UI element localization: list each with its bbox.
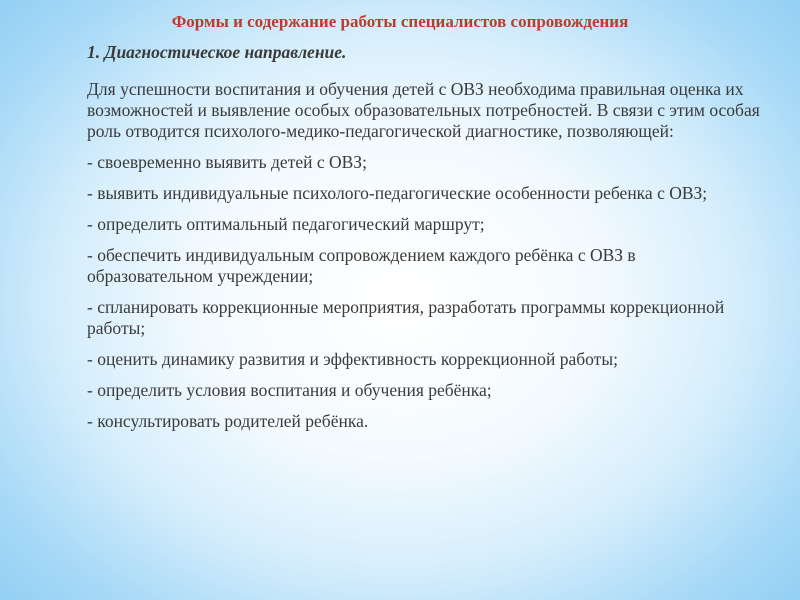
- list-item: - определить оптимальный педагогический маршрут;: [87, 214, 485, 234]
- slide-title: Формы и содержание работы специалистов сопровождения: [171, 12, 629, 31]
- list-item: - консультировать родителей ребёнка.: [87, 411, 369, 431]
- intro-paragraph: Для успешности воспитания и обучения детей с ОВЗ необходима правильная оценка их возможностей и выявление особых образовательных потребностей. В связи с этим особая роль отводится психолого-медико-педагогической диагностике, позволяющей:: [87, 79, 760, 141]
- list-item: - определить условия воспитания и обучения ребёнка;: [87, 380, 492, 400]
- list-item: - обеспечить индивидуальным сопровождением каждого ребёнка с ОВЗ в образовательном учреждении;: [87, 245, 636, 286]
- list-item: - своевременно выявить детей с ОВЗ;: [87, 152, 367, 172]
- slide-content: [87, 42, 762, 442]
- list-item: - спланировать коррекционные мероприятия, разработать программы коррекционной работы;: [87, 297, 725, 338]
- list-item: - оценить динамику развития и эффективность коррекционной работы;: [87, 349, 618, 369]
- list-item: - выявить индивидуальные психолого-педагогические особенности ребенка с ОВЗ;: [87, 183, 708, 203]
- section-subheading: 1. Диагностическое направление.: [87, 42, 347, 62]
